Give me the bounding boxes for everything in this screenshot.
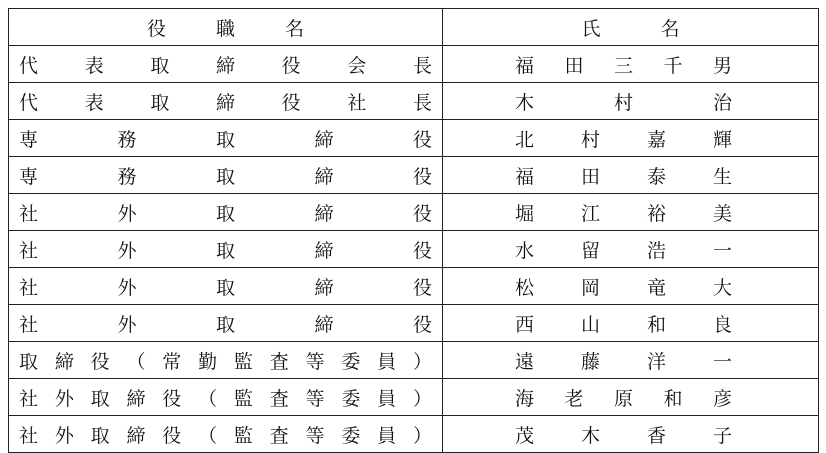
officer-name-cell	[443, 305, 819, 342]
officer-title: 取 締 役 （ 常 勤 監 査 等 委 員 ）	[19, 350, 432, 373]
header-title-label: 役 職 名	[146, 17, 305, 40]
officer-title-cell	[9, 379, 443, 416]
table-row	[9, 46, 819, 83]
officer-title: 代 表 取 締 役 社 長	[19, 91, 432, 114]
officer-title-cell	[9, 231, 443, 268]
officer-title: 代 表 取 締 役 会 長	[19, 54, 432, 77]
officer-title: 専 務 取 締 役	[19, 128, 432, 151]
officer-title: 社 外 取 締 役	[19, 313, 432, 336]
table-row	[9, 194, 819, 231]
header-row	[9, 9, 819, 46]
officer-title-cell	[9, 268, 443, 305]
officer-name: 松 岡 竜 大	[515, 276, 732, 299]
table-row	[9, 120, 819, 157]
table-row	[9, 379, 819, 416]
officer-name: 西 山 和 良	[515, 313, 732, 336]
officer-title: 社 外 取 締 役	[19, 202, 432, 225]
officer-name-cell	[443, 268, 819, 305]
table-row	[9, 305, 819, 342]
table-row	[9, 157, 819, 194]
officer-name: 水 留 浩 一	[515, 239, 732, 262]
officer-name-cell	[443, 342, 819, 379]
table-row	[9, 342, 819, 379]
officer-name: 海 老 原 和 彦	[515, 387, 732, 410]
officer-name-cell	[443, 46, 819, 83]
officer-name: 福 田 泰 生	[515, 165, 732, 188]
officer-title: 社 外 取 締 役 （ 監 査 等 委 員 ）	[19, 424, 432, 447]
officer-title-cell	[9, 416, 443, 453]
officer-name: 堀 江 裕 美	[515, 202, 732, 225]
officer-name-cell	[443, 194, 819, 231]
officer-name-cell	[443, 416, 819, 453]
header-name-label: 氏 名	[581, 17, 680, 40]
officers-table	[8, 8, 819, 453]
officer-name-cell	[443, 83, 819, 120]
officer-title-cell	[9, 46, 443, 83]
officer-name-cell	[443, 379, 819, 416]
officer-title-cell	[9, 83, 443, 120]
officer-name-cell	[443, 231, 819, 268]
table-row	[9, 416, 819, 453]
officer-name-cell	[443, 120, 819, 157]
officer-title-cell	[9, 305, 443, 342]
officer-title: 専 務 取 締 役	[19, 165, 432, 188]
officer-name-cell	[443, 157, 819, 194]
officer-name: 遠 藤 洋 一	[515, 350, 732, 373]
officer-title: 社 外 取 締 役 （ 監 査 等 委 員 ）	[19, 387, 432, 410]
header-title-cell	[9, 9, 443, 46]
officer-name: 福 田 三 千 男	[515, 54, 732, 77]
table-row	[9, 268, 819, 305]
officer-title-cell	[9, 342, 443, 379]
table-row	[9, 83, 819, 120]
officer-title-cell	[9, 157, 443, 194]
officer-title-cell	[9, 194, 443, 231]
table-row	[9, 231, 819, 268]
officer-title-cell	[9, 120, 443, 157]
officer-name: 北 村 嘉 輝	[515, 128, 732, 151]
officer-name: 茂 木 香 子	[515, 424, 732, 447]
officer-name: 木 村 治	[515, 91, 732, 114]
officer-title: 社 外 取 締 役	[19, 239, 432, 262]
header-name-cell	[443, 9, 819, 46]
officer-title: 社 外 取 締 役	[19, 276, 432, 299]
